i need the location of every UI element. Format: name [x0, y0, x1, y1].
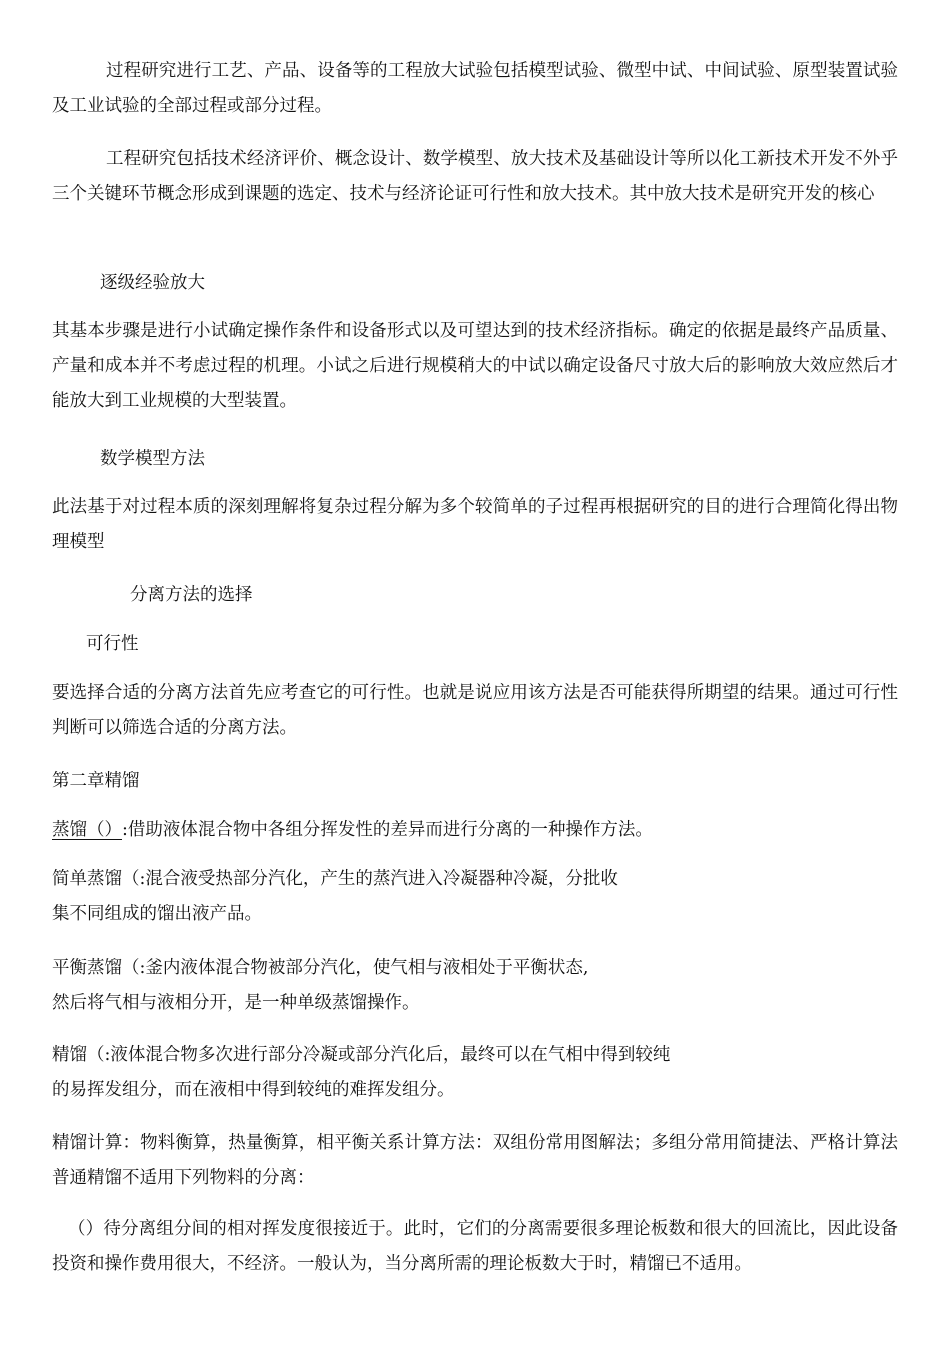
paragraph-process-research: 过程研究进行工艺、产品、设备等的工程放大试验包括模型试验、微型中试、中间试验、原型装置试验及工业试验的全部过程或部分过程。 [52, 61, 898, 116]
definition-equilibrium-distillation-line2: 然后将气相与液相分开，是一种单级蒸馏操作。 [52, 993, 420, 1013]
term-distillation: 蒸馏（） [52, 820, 122, 840]
paragraph-stepwise-steps: 其基本步骤是进行小试确定操作条件和设备形式以及可望达到的技术经济指标。确定的依据是最终产品质量、产量和成本并不考虑过程的机理。小试之后进行规模稍大的中试以确定设备尺寸放大后的影响放大效应然后才能放大到工业规模的大型装置。 [52, 321, 898, 411]
heading-feasibility: 可行性 [86, 634, 139, 654]
heading-stepwise-scaleup: 逐级经验放大 [100, 273, 205, 293]
heading-separation-method: 分离方法的选择 [130, 585, 253, 605]
definition-simple-distillation-line2: 集不同组成的馏出液产品。 [52, 904, 262, 924]
paragraph-unsuitable-case-1: （）待分离组分间的相对挥发度很接近于。此时，它们的分离需要很多理论板数和很大的回流比，因此设备投资和操作费用很大，不经济。一般认为，当分离所需的理论板数大于时，精馏已不适用。 [52, 1219, 898, 1274]
definition-distillation [52, 813, 653, 848]
definition-equilibrium-distillation-line1: 平衡蒸馏（:釜内液体混合物被部分汽化，使气相与液相处于平衡状态, [52, 958, 589, 978]
definition-simple-distillation-line1: 简单蒸馏（:混合液受热部分汽化，产生的蒸汽进入冷凝器种冷凝，分批收 [52, 869, 618, 889]
paragraph-engineering-research: 工程研究包括技术经济评价、概念设计、数学模型、放大技术及基础设计等所以化工新技术开发不外乎三个关键环节概念形成到课题的选定、技术与经济论证可行性和放大技术。其中放大技术是研究开发的核心 [52, 149, 898, 204]
definition-rectification-line1: 精馏（:液体混合物多次进行部分冷凝或部分汽化后，最终可以在气相中得到较纯 [52, 1045, 671, 1065]
paragraph-feasibility: 要选择合适的分离方法首先应考查它的可行性。也就是说应用该方法是否可能获得所期望的结果。通过可行性判断可以筛选合适的分离方法。 [52, 683, 898, 738]
heading-math-model: 数学模型方法 [100, 449, 205, 469]
chapter-heading-distillation: 第二章精馏 [52, 771, 140, 791]
definition-rectification-line2: 的易挥发组分，而在液相中得到较纯的难挥发组分。 [52, 1080, 455, 1100]
paragraph-rectification-calculation: 精馏计算：物料衡算，热量衡算，相平衡关系计算方法：双组份常用图解法；多组分常用简捷法、严格计算法普通精馏不适用下列物料的分离： [52, 1133, 898, 1188]
paragraph-math-model: 此法基于对过程本质的深刻理解将复杂过程分解为多个较简单的子过程再根据研究的目的进行合理简化得出物理模型 [52, 497, 898, 552]
definition-distillation-text: :借助液体混合物中各组分挥发性的差异而进行分离的一种操作方法。 [122, 820, 653, 840]
